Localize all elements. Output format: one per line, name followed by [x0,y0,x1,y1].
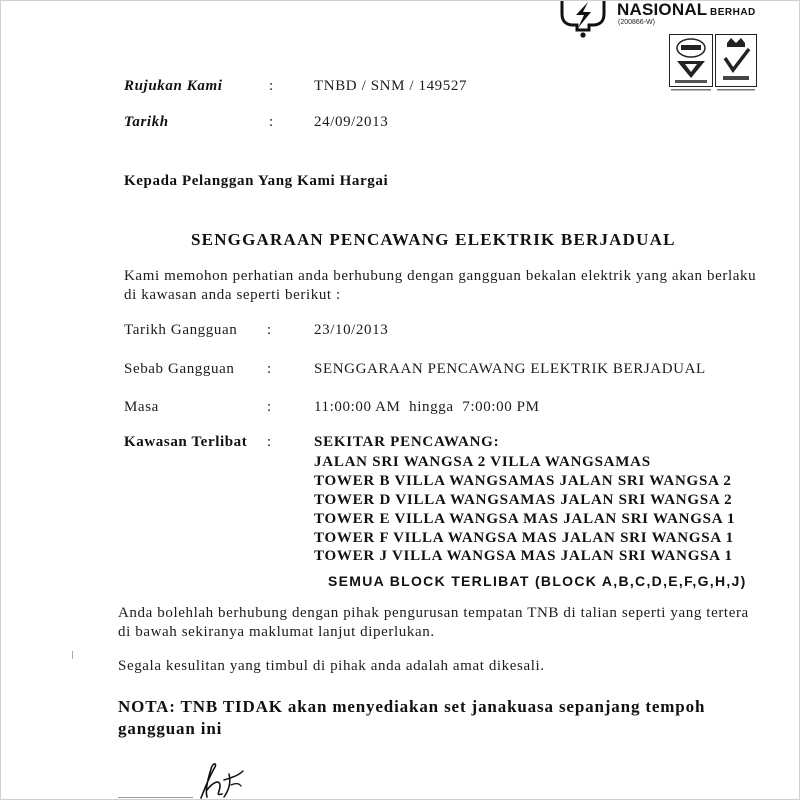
outage-time-value: 11:00:00 AM hingga 7:00:00 PM [314,399,540,415]
affected-location: JALAN SRI WANGSA 2 VILLA WANGSAMAS [314,454,651,470]
affected-location: TOWER D VILLA WANGSAMAS JALAN SRI WANGSA 2 [314,492,733,508]
date-value: 24/09/2013 [314,114,389,130]
affected-location: TOWER B VILLA WANGSAMAS JALAN SRI WANGSA 2 [314,473,732,489]
outage-date-value: 23/10/2013 [314,322,389,338]
affected-location: TOWER E VILLA WANGSA MAS JALAN SRI WANGSA 1 [314,511,736,527]
intro-line: Kami memohon perhatian anda berhubung dengan gangguan bekalan elektrik yang akan berlaku [124,268,757,284]
outage-cause-value: SENGGARAAN PENCAWANG ELEKTRIK BERJADUAL [314,361,706,377]
nota-line: gangguan ini [118,719,223,738]
affected-area-heading: SEKITAR PENCAWANG: [314,434,500,450]
outage-time-label: Masa [124,399,159,415]
contact-note-line: Anda bolehlah berhubung dengan pihak pengurusan tempatan TNB di talian seperti yang tertera [118,605,749,621]
reference-separator: : [269,78,274,94]
affected-area-label: Kawasan Terlibat [124,434,248,450]
nota-line: NOTA: TNB TIDAK akan menyediakan set janakuasa sepanjang tempoh [118,697,706,716]
tnb-logo-icon [557,1,609,39]
salutation: Kepada Pelanggan Yang Kami Hargai [124,173,389,189]
letter-title: SENGGARAAN PENCAWANG ELEKTRIK BERJADUAL [191,230,676,249]
signature-line [118,797,193,798]
affected-location: TOWER F VILLA WANGSA MAS JALAN SRI WANGSA 1 [314,530,734,546]
company-name: NASIONAL [617,0,708,19]
affected-blocks-summary: SEMUA BLOCK TERLIBAT (BLOCK A,B,C,D,E,F,G,H,J) [328,573,747,589]
outage-date-label: Tarikh Gangguan [124,322,238,338]
affected-location: TOWER J VILLA WANGSA MAS JALAN SRI WANGSA 1 [314,548,733,564]
quality-system-badge-icon [669,34,713,92]
reference-value: TNBD / SNM / 149527 [314,78,468,94]
affected-area-separator: : [267,434,272,450]
outage-cause-separator: : [267,361,272,377]
outage-cause-label: Sebab Gangguan [124,361,235,377]
ukas-certification-badge-icon [715,34,757,92]
date-label: Tarikh [124,114,169,130]
date-separator: : [269,114,274,130]
outage-time-separator: : [267,399,272,415]
apology-text: Segala kesulitan yang timbul di pihak anda adalah amat dikesali. [118,658,545,674]
handwritten-signature-icon [193,761,253,799]
contact-note-line: di bawah sekiranya maklumat lanjut diperlukan. [118,624,435,640]
reference-label: Rujukan Kami [124,78,223,94]
outage-date-separator: : [267,322,272,338]
scan-mark [72,651,73,659]
intro-line: di kawasan anda seperti berikut : [124,287,341,303]
company-suffix: BERHAD [710,7,756,18]
company-registration-number: (200866-W) [618,19,655,26]
